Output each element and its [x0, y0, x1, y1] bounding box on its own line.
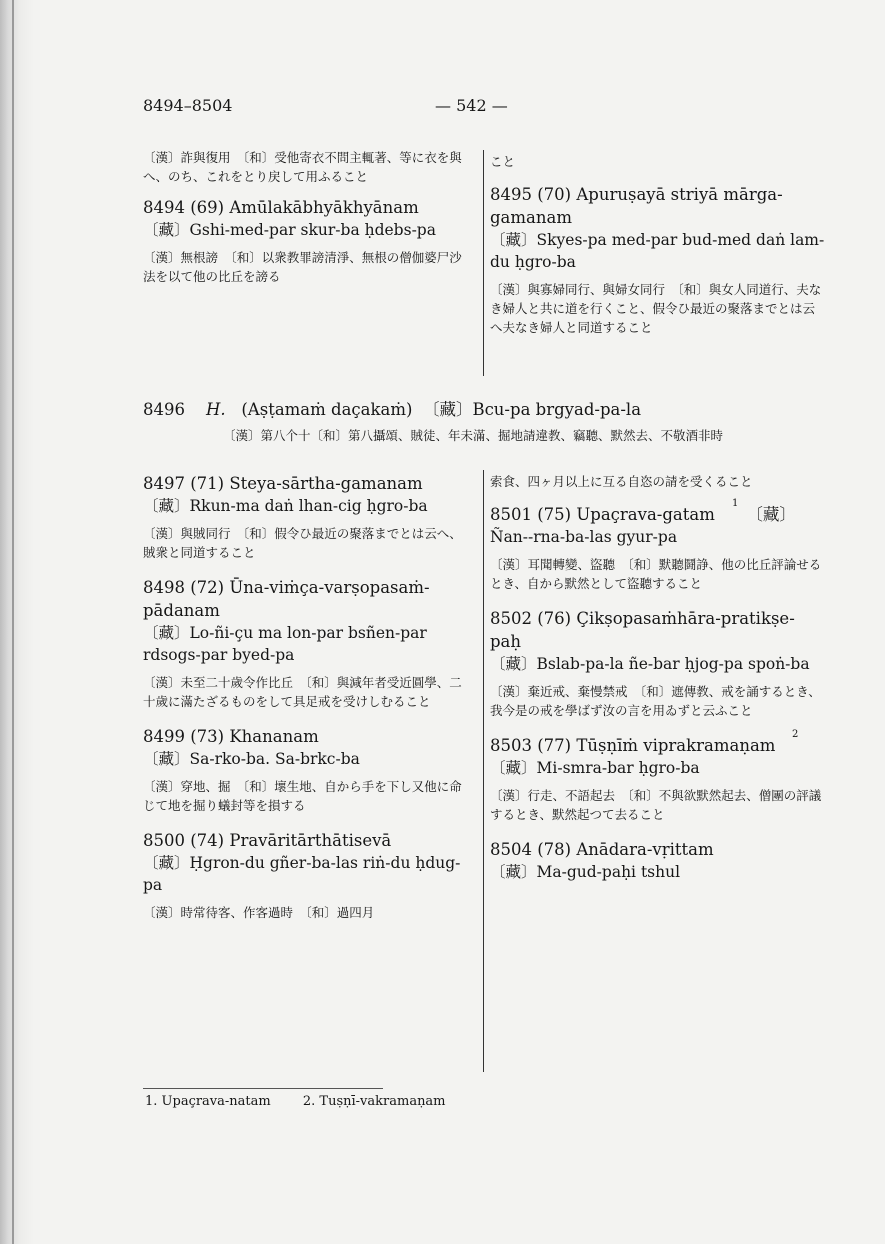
- lower-left-column: [143, 472, 473, 936]
- entry-8503: [490, 729, 825, 824]
- footnote-1: 1. Upaçrava-natam: [145, 1094, 271, 1109]
- entry-8499: [143, 725, 473, 815]
- entry-8501: [490, 498, 825, 593]
- chinese-japanese-text: 〔漢〕無根謗 〔和〕以衆教罪謗清淨、無根の僧伽婆尸沙法を以て他の比丘を謗る: [143, 250, 462, 284]
- binding-edge: [12, 0, 14, 1244]
- upper-right-column: [490, 152, 825, 351]
- continuation-text: 〔漢〕詐與復用 〔和〕受他寄衣不問主輒著、等に衣を與へ、のち、これをとり戻して用ふること: [143, 150, 462, 184]
- footnote-mark: 1: [732, 498, 739, 509]
- tibetan-label: 〔藏〕: [746, 505, 796, 524]
- tibetan-text: 〔藏〕Ḥgron-du gñer-ba-las riṅ-du ḥdug-pa: [143, 854, 461, 894]
- chinese-japanese-text: 〔漢〕棄近戒、棄慢禁戒 〔和〕遮傳教、戒を誦するとき、我今是の戒を學ばず汝の言を用ゐずと云ふこと: [490, 684, 821, 718]
- entry-heading: 8500 (74) Pravāritārthātisevā: [143, 831, 392, 850]
- tibetan-text: 〔藏〕Ma-gud-paḥi tshul: [490, 863, 681, 881]
- continuation-text: こと: [490, 154, 516, 169]
- binding-shadow: [0, 0, 34, 1244]
- entry-heading: 8494 (69) Amūlakābhyākhyānam: [143, 198, 419, 217]
- upper-left-column: [143, 148, 473, 300]
- chinese-japanese-text: 〔漢〕時常待客、作客過時 〔和〕過四月: [143, 905, 375, 920]
- lower-right-column: [490, 472, 825, 897]
- section-title: (Aṣṭamaṁ daçakaṁ): [241, 400, 413, 419]
- entry-number: 8496: [143, 400, 185, 419]
- section-heading: [143, 398, 843, 422]
- entry-8504: [490, 838, 825, 883]
- column-divider-lower: [483, 470, 484, 1072]
- footnotes: [145, 1094, 474, 1109]
- chinese-japanese-text: 〔漢〕行走、不語起去 〔和〕不與欲默然起去、僧團の評議するとき、默然起つて去ること: [490, 788, 822, 822]
- column-divider-upper: [483, 150, 484, 376]
- entry-heading: 8498 (72) Ūna-viṁça-varṣopasaṁ-pādanam: [143, 578, 430, 620]
- chinese-japanese-text: 〔漢〕穿地、掘 〔和〕壞生地、自から手を下し又他に命じて地を掘り蟻封等を損する: [143, 779, 462, 813]
- chinese-japanese-text: 〔漢〕第八个十〔和〕第八攝頌、賊徒、年未滿、掘地請違教、竊聽、默然去、不敬酒非時: [223, 428, 724, 443]
- tibetan-text: 〔藏〕Gshi-med-par skur-ba ḥdebs-pa: [143, 221, 436, 239]
- entry-range: 8494–8504: [143, 96, 233, 115]
- chinese-japanese-text: 〔漢〕耳聞轉變、盜聽 〔和〕默聽鬪諍、他の比丘評論せるとき、自から默然として盜聽すること: [490, 557, 822, 591]
- entry-heading: 8502 (76) Çikṣopasaṁhāra-pratikṣe-paḥ: [490, 609, 795, 651]
- entry-title: 8501 (75) Upaçrava-gatam: [490, 505, 715, 524]
- entry-8498: [143, 576, 473, 711]
- chinese-japanese-text: 〔漢〕未至二十歲令作比丘 〔和〕與減年者受近圓學、二十歲に滿たざるものをして具足戒を受けしむること: [143, 675, 462, 709]
- entry-heading: 8495 (70) Apuruṣayā striyā mārga-gamanam: [490, 185, 783, 227]
- chinese-japanese-text: 〔漢〕與寡婦同行、與婦女同行 〔和〕與女人同道行、夫なき婦人と共に道を行くこと、假令ひ最近の聚落までとは云へ夫なき婦人と同道すること: [490, 282, 822, 335]
- section-letter: H.: [205, 400, 226, 419]
- entry-8494: [143, 196, 473, 286]
- entry-8502: [490, 607, 825, 720]
- entry-heading: 8503 (77) Tūṣṇīṁ viprakramaṇam: [490, 736, 776, 755]
- tibetan-text: 〔藏〕Sa-rko-ba. Sa-brkc-ba: [143, 750, 360, 768]
- page-number: — 542 —: [435, 96, 508, 115]
- tibetan-text: 〔藏〕Bslab-pa-la ñe-bar ḥjog-pa spoṅ-ba: [490, 655, 810, 673]
- continuation-text: 索食、四ヶ月以上に互る自恣の請を受くること: [490, 474, 753, 489]
- entry-heading: 8497 (71) Steya-sārtha-gamanam: [143, 474, 423, 493]
- entry-heading: [490, 503, 825, 526]
- footnote-separator: [143, 1088, 383, 1089]
- footnote-2: 2. Tuṣṇī-vakramaṇam: [302, 1094, 446, 1109]
- entry-8496: [143, 398, 843, 446]
- entry-8500: [143, 829, 473, 922]
- tibetan-text: 〔藏〕Skyes-pa med-par bud-med daṅ lam-du ḥgro-ba: [490, 231, 825, 271]
- tibetan-text: 〔藏〕Rkun-ma daṅ lhan-cig ḥgro-ba: [143, 497, 428, 515]
- entry-8497: [143, 472, 473, 562]
- chinese-japanese-text: 〔漢〕與賊同行 〔和〕假令ひ最近の聚落までとは云へ、賊衆と同道すること: [143, 526, 462, 560]
- entry-8495: [490, 183, 825, 337]
- tibetan-text: Ñan--rna-ba-las gyur-pa: [490, 528, 678, 546]
- footnote-mark: 2: [792, 729, 799, 740]
- tibetan-text: 〔藏〕Lo-ñi-çu ma lon-par bsñen-par rdsogs-par byed-pa: [143, 624, 427, 664]
- entry-heading: 8499 (73) Khananam: [143, 727, 319, 746]
- tibetan-text: 〔藏〕Bcu-pa brgyad-pa-la: [422, 400, 642, 419]
- tibetan-text: 〔藏〕Mi-smra-bar ḥgro-ba: [490, 759, 700, 777]
- entry-heading: 8504 (78) Anādara-vṛittam: [490, 840, 714, 859]
